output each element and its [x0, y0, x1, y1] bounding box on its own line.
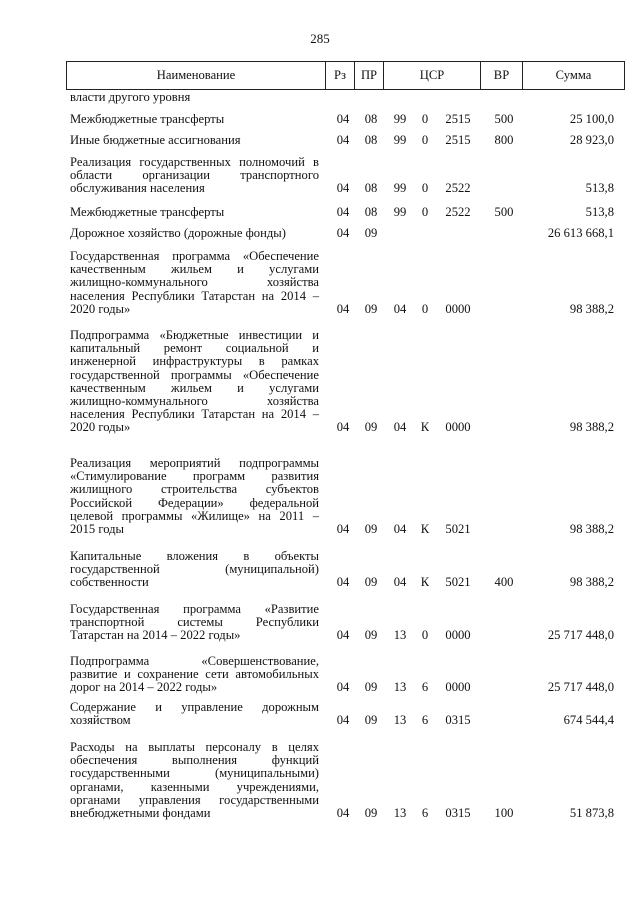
row-name-line: целевой программы «Жилище» на 2011 –	[70, 508, 319, 523]
row-name	[70, 603, 319, 643]
row-pr: 09	[364, 713, 378, 728]
row-name-line: Подпрограмма «Бюджетные инвестиции и	[70, 328, 319, 342]
row-rz: 04	[336, 301, 350, 316]
row-csr-subprogram: К	[420, 420, 430, 435]
row-pr: 09	[364, 420, 378, 435]
row-pr: 08	[364, 205, 378, 219]
row-name-line: жилищного строительства субъектов	[70, 482, 319, 497]
row-name-line: 2020 годы»	[70, 420, 131, 435]
row-pr: 09	[364, 522, 378, 536]
row-name-line: Содержание и управление дорожным	[70, 700, 319, 714]
row-name	[70, 227, 319, 240]
row-csr-subprogram: 0	[421, 628, 429, 643]
row-name-line: Реализация мероприятий подпрограммы	[70, 456, 319, 470]
row-csr-program: 04	[393, 522, 407, 536]
row-name-line: дорог на 2014 – 2022 годы»	[70, 680, 218, 695]
row-name-line: Государственная программа «Обеспечение	[70, 249, 319, 263]
row-name-line: Подпрограмма «Совершенствование,	[70, 654, 319, 668]
row-sum: 98 388,2	[569, 522, 614, 536]
row-name-line: внебюджетными фондами	[70, 805, 211, 820]
row-csr-direction: 2522	[445, 205, 471, 219]
row-pr: 08	[364, 112, 378, 126]
row-csr-subprogram: К	[420, 575, 430, 590]
table-header	[66, 61, 625, 90]
row-sum: 51 873,8	[569, 806, 614, 820]
row-name	[70, 250, 319, 316]
row-vr: 400	[494, 575, 514, 590]
row-name-line: Межбюджетные трансферты	[70, 205, 225, 219]
column-header-name: Наименование	[156, 68, 236, 82]
row-rz: 04	[336, 713, 350, 728]
row-sum: 26 613 668,1	[547, 226, 614, 240]
row-name-line: обслуживания населения	[70, 181, 205, 196]
row-name-line: государственной программы «Обеспечение	[70, 367, 319, 382]
row-csr-subprogram: 6	[421, 713, 429, 728]
page-number: 285	[310, 31, 330, 46]
row-csr-subprogram: 6	[421, 806, 429, 820]
row-sum: 98 388,2	[569, 575, 614, 590]
row-vr: 800	[494, 133, 514, 147]
row-sum: 25 717 448,0	[547, 680, 614, 695]
row-csr-direction: 5021	[445, 575, 471, 590]
row-csr-direction: 5021	[445, 522, 471, 536]
row-name-line: качественным жильем и услугами	[70, 262, 319, 277]
row-name-line: Реализация государственных полномочий в	[70, 155, 319, 169]
row-csr-direction: 0000	[445, 680, 471, 695]
row-csr-direction: 0000	[445, 420, 471, 435]
row-name-line: хозяйством	[70, 713, 131, 728]
column-header-pr: ПР	[355, 62, 384, 90]
row-pr: 08	[364, 133, 378, 147]
row-vr: 500	[494, 205, 514, 219]
row-sum: 513,8	[585, 205, 614, 219]
row-sum: 513,8	[585, 181, 614, 196]
row-name-line: обеспечения выполнения функций	[70, 753, 319, 768]
row-csr-subprogram: 0	[421, 181, 429, 196]
row-csr-subprogram: 0	[421, 133, 429, 147]
row-csr-subprogram: 0	[421, 205, 429, 219]
row-vr: 100	[494, 806, 514, 820]
row-rz: 04	[336, 522, 350, 536]
row-sum: 98 388,2	[569, 301, 614, 316]
row-name-line: транспортной системы Республики	[70, 615, 319, 630]
row-name-line: развитие и сохранение сети автомобильных	[70, 667, 319, 682]
row-csr-direction: 2515	[445, 112, 471, 126]
row-name-line: государственной (муниципальной)	[70, 562, 319, 577]
row-name	[70, 156, 319, 196]
row-name-line: жилищно-коммунального хозяйства	[70, 275, 319, 290]
row-pr: 09	[364, 226, 378, 240]
row-name	[70, 741, 319, 820]
row-name-line: 2020 годы»	[70, 301, 131, 316]
row-csr-program: 04	[393, 420, 407, 435]
row-name-line: «Стимулирование программ развития	[70, 469, 319, 484]
row-rz: 04	[336, 806, 350, 820]
row-name-line: населения Республики Татарстан на 2014 –	[70, 288, 319, 303]
row-name-line: органами управления государственными	[70, 792, 319, 807]
row-rz: 04	[336, 181, 350, 196]
column-header-rz: Рз	[326, 62, 355, 90]
row-name-line: государственными (муниципальными)	[70, 766, 319, 781]
row-csr-direction: 0315	[445, 806, 471, 820]
row-name-line: органами, казенными учреждениями,	[70, 779, 319, 794]
row-name-line: Межбюджетные трансферты	[70, 112, 225, 126]
row-name	[70, 457, 319, 536]
row-name-line: области организации транспортного	[70, 168, 319, 183]
row-rz: 04	[336, 420, 350, 435]
row-sum: 28 923,0	[569, 133, 614, 147]
row-rz: 04	[336, 575, 350, 590]
row-csr-program: 13	[393, 713, 407, 728]
row-name-line: Дорожное хозяйство (дорожные фонды)	[70, 226, 286, 240]
row-sum: 25 100,0	[569, 112, 614, 126]
row-csr-subprogram: 0	[421, 112, 429, 126]
row-vr: 500	[494, 112, 514, 126]
row-pr: 09	[364, 680, 378, 695]
row-name-line: Капитальные вложения в объекты	[70, 549, 319, 563]
row-sum: 25 717 448,0	[547, 628, 614, 643]
row-csr-program: 04	[393, 575, 407, 590]
row-csr-program: 04	[393, 301, 407, 316]
row-name	[70, 701, 319, 727]
row-name-line: Расходы на выплаты персоналу в целях	[70, 740, 319, 754]
row-csr-direction: 0000	[445, 628, 471, 643]
row-csr-direction: 0000	[445, 301, 471, 316]
row-name-line: власти другого уровня	[70, 90, 191, 104]
row-name-line: собственности	[70, 575, 149, 590]
row-pr: 09	[364, 806, 378, 820]
row-csr-program: 13	[393, 628, 407, 643]
row-csr-program: 13	[393, 680, 407, 695]
row-name-line: Иные бюджетные ассигнования	[70, 133, 241, 147]
row-csr-direction: 2515	[445, 133, 471, 147]
row-name-line: 2015 годы	[70, 521, 124, 536]
row-name-line: Государственная программа «Развитие	[70, 602, 319, 616]
row-csr-subprogram: К	[420, 522, 430, 536]
row-name	[70, 655, 319, 695]
row-csr-program: 99	[393, 205, 407, 219]
column-header-sum: Сумма	[523, 62, 625, 90]
row-name	[70, 113, 319, 126]
row-csr-direction: 0315	[445, 713, 471, 728]
row-csr-program: 99	[393, 181, 407, 196]
row-csr-subprogram: 0	[421, 301, 429, 316]
row-name	[70, 91, 319, 104]
row-name-line: качественным жильем и услугами	[70, 380, 319, 395]
row-name-line: Российской Федерации» федеральной	[70, 495, 319, 510]
row-name-line: инженерной инфраструктуры в рамках	[70, 354, 319, 369]
row-rz: 04	[336, 680, 350, 695]
column-header-vr: ВР	[481, 62, 523, 90]
row-rz: 04	[336, 133, 350, 147]
row-rz: 04	[336, 205, 350, 219]
row-name	[70, 550, 319, 590]
row-sum: 98 388,2	[569, 420, 614, 435]
row-name	[70, 329, 319, 435]
row-rz: 04	[336, 628, 350, 643]
row-pr: 08	[364, 181, 378, 196]
row-name	[70, 206, 319, 219]
row-csr-direction: 2522	[445, 181, 471, 196]
row-pr: 09	[364, 301, 378, 316]
row-rz: 04	[336, 112, 350, 126]
row-name-line: населения Республики Татарстан на 2014 –	[70, 407, 319, 422]
row-pr: 09	[364, 628, 378, 643]
row-pr: 09	[364, 575, 378, 590]
row-sum: 674 544,4	[563, 713, 614, 728]
row-name-line: Татарстан на 2014 – 2022 годы»	[70, 628, 241, 643]
row-rz: 04	[336, 226, 350, 240]
row-name	[70, 134, 319, 147]
row-csr-program: 13	[393, 806, 407, 820]
row-csr-program: 99	[393, 112, 407, 126]
column-header-csr: ЦСР	[384, 62, 481, 90]
row-csr-subprogram: 6	[421, 680, 429, 695]
row-csr-program: 99	[393, 133, 407, 147]
row-name-line: капитальный ремонт социальной и	[70, 341, 319, 356]
row-name-line: жилищно-коммунального хозяйства	[70, 393, 319, 408]
